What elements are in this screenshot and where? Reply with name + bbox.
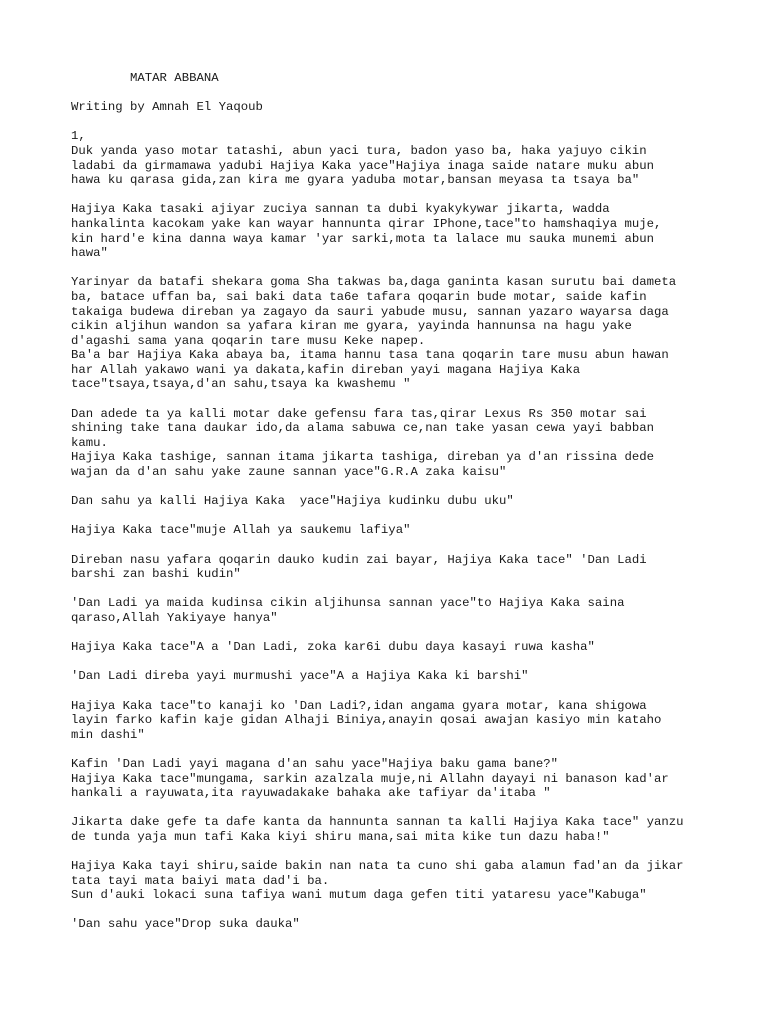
document-page bbox=[71, 71, 731, 932]
paragraph: Hajiya Kaka tace"A a 'Dan Ladi, zoka kar6i dubu daya kasayi ruwa kasha" bbox=[71, 640, 595, 655]
paragraph: 1, Duk yanda yaso motar tatashi, abun yaci tura, badon yaso ba, haka yajuyo cikin ladabi da girmamawa yadubi Hajiya Kaka yace"Hajiya inaga saide natare muku abun hawa ku qarasa gida,zan kira me gyara yaduba motar,bansan meyasa ta tsaya ba" bbox=[71, 129, 654, 188]
paragraph: Kafin 'Dan Ladi yayi magana d'an sahu yace"Hajiya baku gama bane?" Hajiya Kaka tace"mungama, sarkin azalzala muje,ni Allahn dayayi ni banason kad'ar hankali a rayuwata,ita rayuwadakake bahaka ake tafiyar da'itaba " bbox=[71, 756, 669, 801]
paragraph: Yarinyar da batafi shekara goma Sha takwas ba,daga ganinta kasan surutu bai dameta ba, batace uffan ba, sai baki data ta6e tafara qoqarin bude motar, saide kafin takaiga budewa direban ya zagayo da sauri yabude musu, sannan yazaro wayarsa daga cikin aljihun wandon sa yafara kiran me gyara, yayinda hannunsa na hagu yake d'agashi sama yana qoqarin tare musu Keke napep. Ba'a bar Hajiya Kaka abaya ba, itama hannu tasa tana qoqarin tare musu abun hawan har Allah yakawo wani ya dakata,kafin direban yayi magana Hajiya Kaka tace"tsaya,tsaya,d'an sahu,tsaya ka kwashemu " bbox=[71, 275, 677, 392]
paragraph: Hajiya Kaka tasaki ajiyar zuciya sannan ta dubi kyakykywar jikarta, wadda hankalinta kacokam yake kan wayar hannunta qirar IPhone,tace"to hamshaqiya muje, kin hard'e kina danna waya kamar 'yar sarki,mota ta lalace mu sauka munemi abun hawa" bbox=[71, 202, 662, 261]
author-byline: Writing by Amnah El Yaqoub bbox=[71, 100, 263, 115]
paragraph: 'Dan sahu yace"Drop suka dauka" bbox=[71, 917, 300, 932]
paragraph: Jikarta dake gefe ta dafe kanta da hannunta sannan ta kalli Hajiya Kaka tace" yanzu de tunda yaja mun tafi Kaka kiyi shiru mana,sai mita kike tun dazu haba!" bbox=[71, 815, 684, 844]
paragraph: Hajiya Kaka tace"to kanaji ko 'Dan Ladi?,idan angama gyara motar, kana shigowa layin farko kafin kaje gidan Alhaji Biniya,anayin qosai awajan kasiyo min kataho min dashi" bbox=[71, 698, 662, 742]
paragraph: Direban nasu yafara qoqarin dauko kudin zai bayar, Hajiya Kaka tace" 'Dan Ladi barshi zan bashi kudin" bbox=[71, 552, 647, 582]
paragraph: 'Dan Ladi ya maida kudinsa cikin aljihunsa sannan yace"to Hajiya Kaka saina qaraso,Allah Yakiyaye hanya" bbox=[71, 596, 625, 625]
paragraph: Dan sahu ya kalli Hajiya Kaka yace"Hajiya kudinku dubu uku" bbox=[71, 494, 514, 509]
paragraph: 'Dan Ladi direba yayi murmushi yace"A a Hajiya Kaka ki barshi" bbox=[71, 669, 529, 684]
document-title: MATAR ABBANA bbox=[71, 71, 219, 85]
paragraph: Dan adede ta ya kalli motar dake gefensu fara tas,qirar Lexus Rs 350 motar sai shining take tana daukar ido,da alama sabuwa ce,nan take yasan cewa yayi babban kamu. Hajiya Kaka tashige, sannan itama jikarta tashiga, direban ya d'an rissina dede wajan da d'an sahu yake zaune sannan yace"G.R.A zaka kaisu" bbox=[71, 406, 654, 480]
paragraph: Hajiya Kaka tace"muje Allah ya saukemu lafiya" bbox=[71, 523, 411, 538]
paragraph: Hajiya Kaka tayi shiru,saide bakin nan nata ta cuno shi gaba alamun fad'an da jikar tata tayi mata baiyi mata dad'i ba. Sun d'auki lokaci suna tafiya wani mutum daga gefen titi yataresu yace"Kabuga" bbox=[71, 859, 684, 903]
